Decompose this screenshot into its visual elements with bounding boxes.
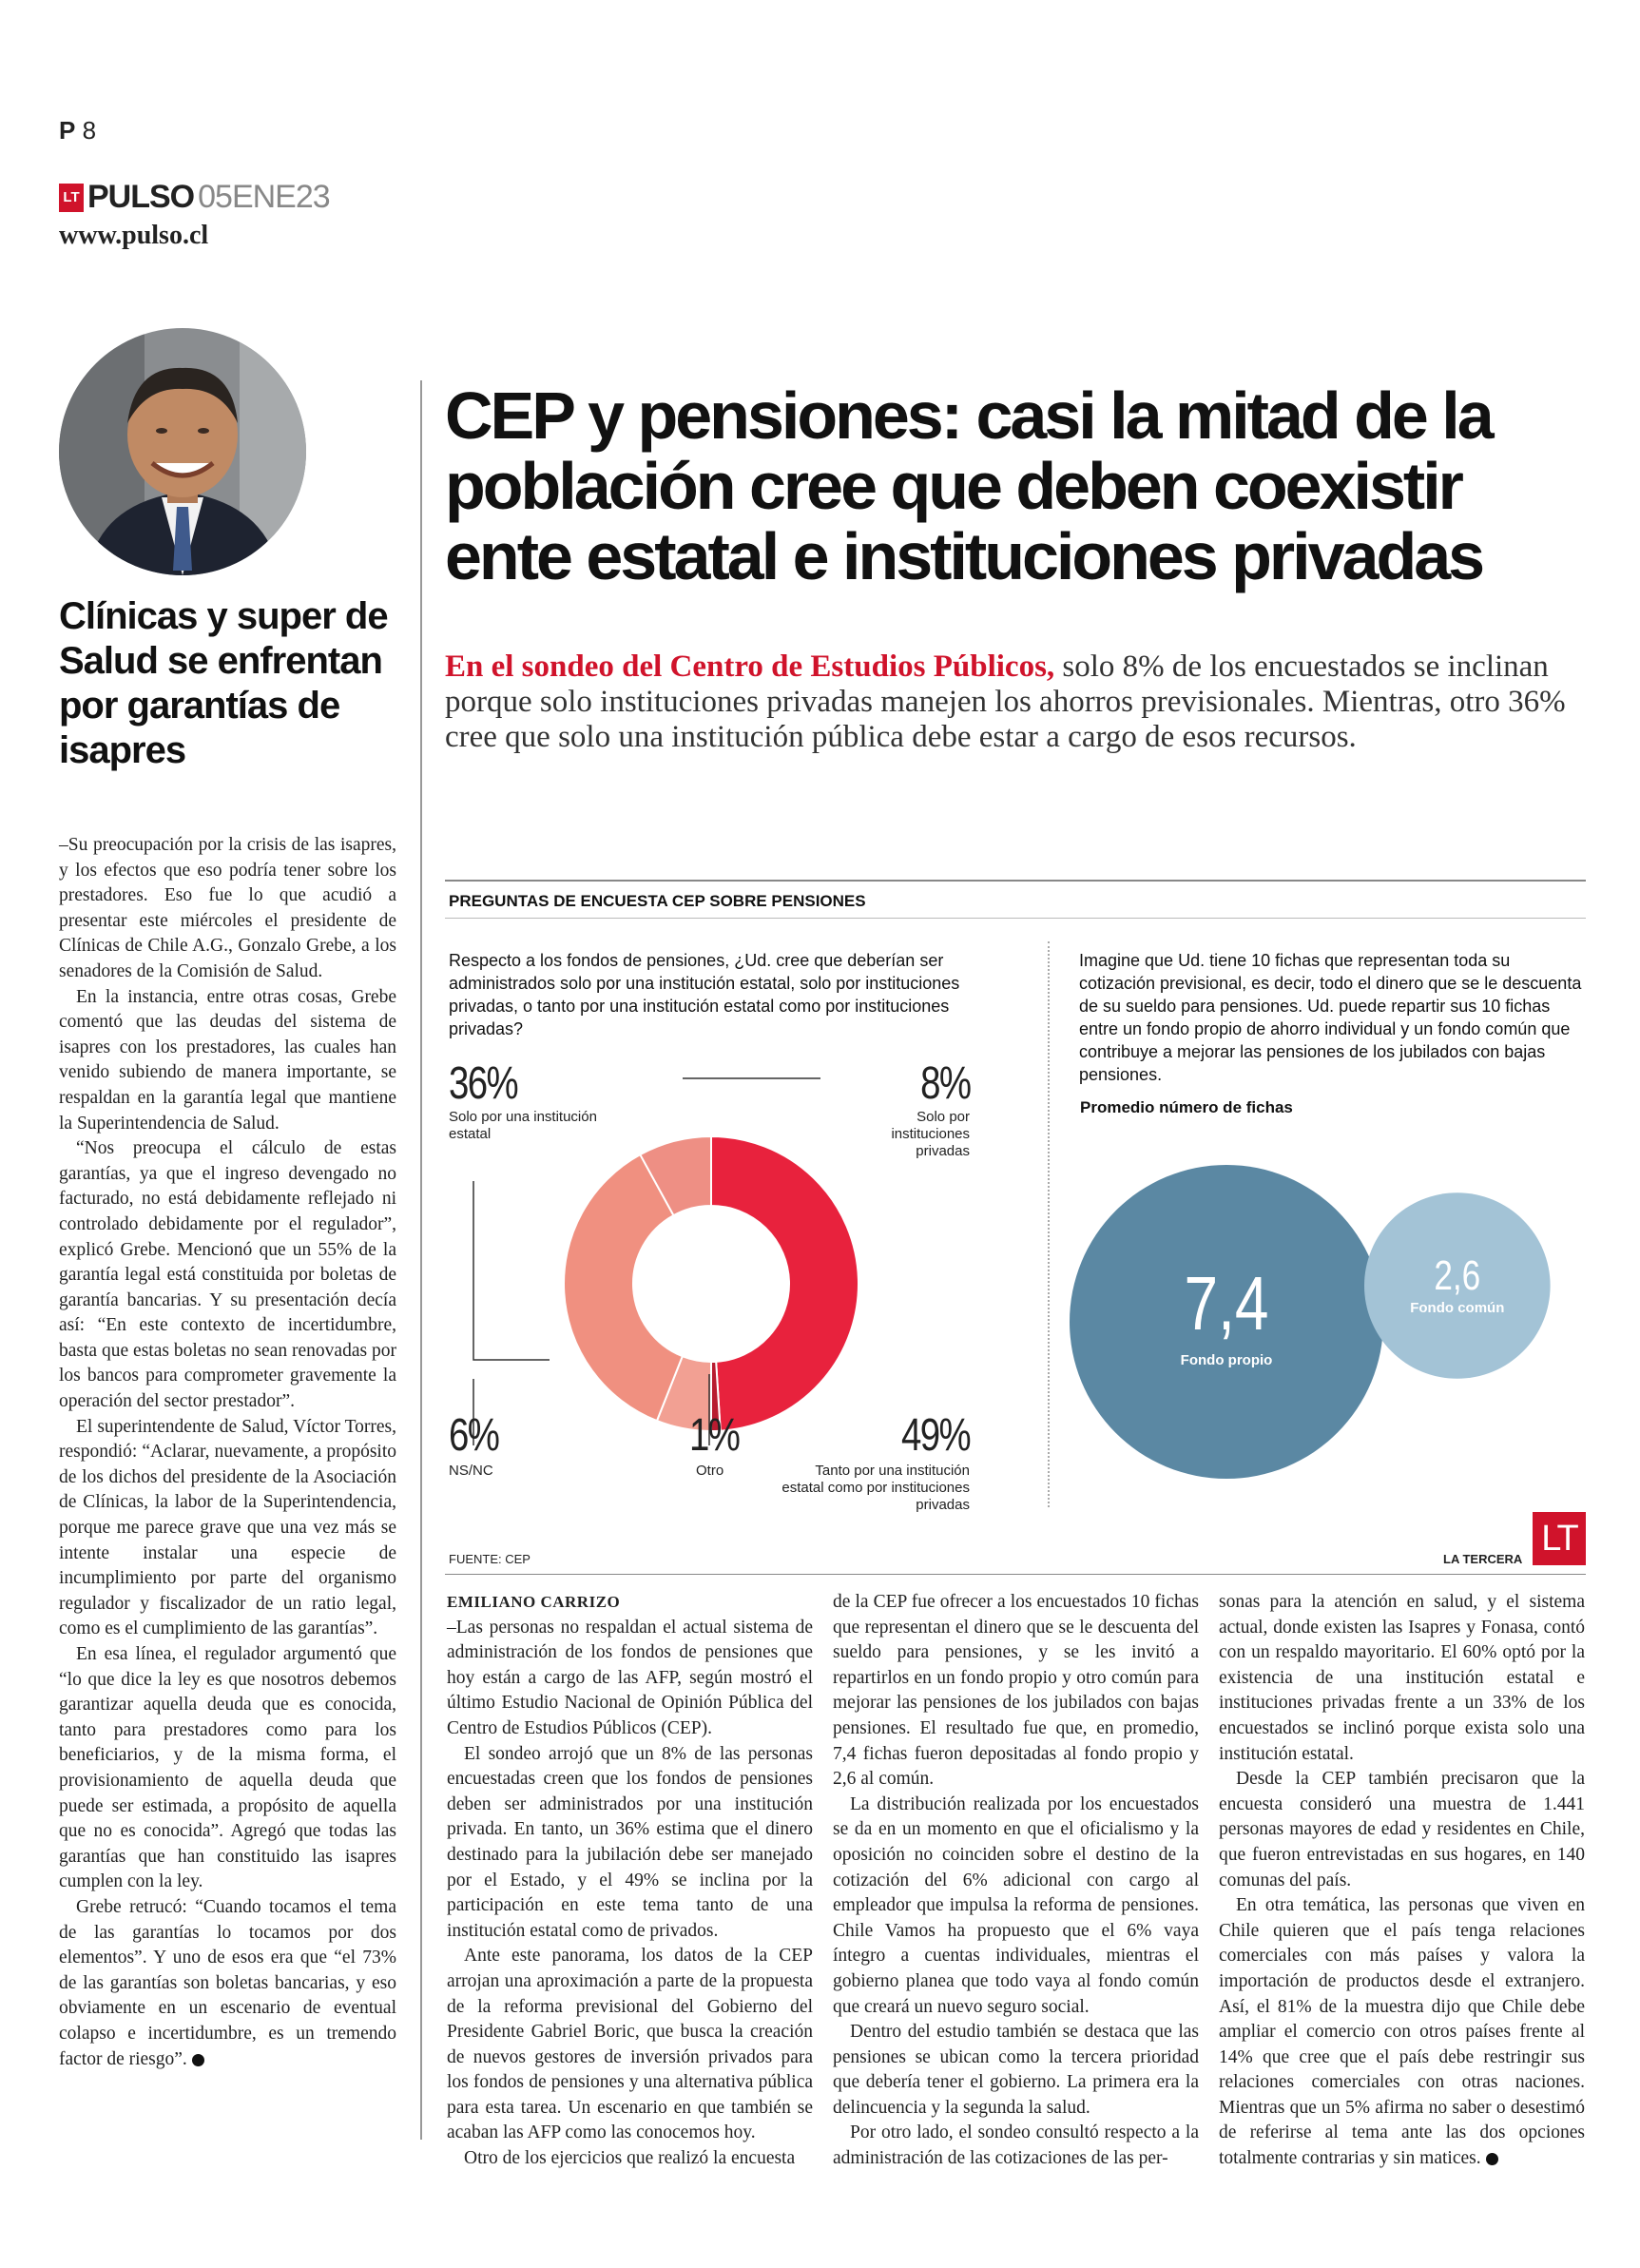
slice-label-estatal-value: 36% [449,1058,518,1109]
graphic-bottom-rule [445,1574,1586,1575]
article-paragraph: En otra temática, las personas que viven en Chile quieren que el país tenga relaciones comerciales con más países y valora la importación de productos desde el extranjero. Así, el 81% de la muestra dijo que Chile debe ampliar el comercio con otros países frente al 14% que cree que el país debe restringir sus relaciones comerciales con otras naciones. Mientras que un 5% afirma no saber o desestimó de referirse al tema ante las dos opciones totalmente contrarias y sin matices. P [1219,1895,1585,2169]
deck [445,649,1586,755]
sidebar-paragraph: El superintendente de Salud, Víctor Torres, respondió: “Aclarar, nuevamente, a propósito de los dichos del presidente de la Asociación de Clínicas, la labor de la Superintendencia, porque me parece grave que una vez más se intente instalar una especie de incumplimiento por parte del organismo regulador y fiscalizador de un ratio legal, como es el cumplimiento de las garantías”. [59,1416,396,1639]
sidebar-paragraph: “Nos preocupa el cálculo de estas garantías, ya que el ingreso devengado no facturado, no está debidamente reflejado ni controlado debidamente por el regulador”, explicó Grebe. Mencionó que un 55% de la garantía legal está constituida por boletas de garantía bancarias. Y su presentación decía así: “En este contexto de incertidumbre, basta que estas boletas no sean renovadas por los bancos para comprometer gravemente la operación del sector prestador”. [59,1138,396,1412]
donut-slice-0 [711,1136,859,1431]
sidebar-paragraph: En la instancia, entre otras cosas, Grebe comentó que las deudas del sistema de isapres con los prestadores, las cuales han venido subiendo de manera importante, se respaldan en la garantía legal que mantiene la Superintendencia de Salud. [59,986,396,1134]
masthead-date: 05ENE23 [198,179,330,215]
article-paragraph: de la CEP fue ofrecer a los encuestados 10 fichas que representan el dinero que se le descuenta del sueldo para pensiones, y se les invitó a repartirlos en un fondo propio y otro común para mejorar las pensiones de los jubilados con bajas pensiones. El resultado fue que, en promedio, 7,4 fichas fueron depositadas al fondo propio y 2,6 al común. [833,1592,1199,1790]
slice-label-privadas-value: 8% [919,1058,970,1109]
article-column-3 [1219,1590,1585,2172]
graphic-divider [1048,941,1050,1507]
question-2: Imagine que Ud. tiene 10 fichas que representan toda su cotización previsional, es decir, todo el dinero que se le descuenta de su sueldo para pensiones. Ud. puede repartir sus 10 fichas entre un fondo propio de ahorro individual y un fondo común que contribuye a mejorar las pensiones de los jubilados con bajas pensiones. [1079,951,1582,1084]
article-column-2 [833,1590,1199,2172]
bubble-chart-title: Promedio número de fichas [1080,1098,1293,1116]
source-note: FUENTE: CEP [449,1552,531,1566]
lt-badge: LT [59,184,84,212]
article-paragraph: La distribución realizada por los encuestados se da en un momento en que el oficialismo y la oposición no coinciden sobre el destino de la cotización del 6% adicional con cargo al empleador que impulsa la reforma de pensiones. Chile Vamos ha propuesto que el 6% vaya íntegro a cuentas individuales, mientras el gobierno planea que todo vaya al fondo común que creará un nuevo seguro social. [833,1793,1199,2017]
deck-lead: En el sondeo del Centro de Estudios Públicos, [445,649,1055,684]
byline: EMILIANO CARRIZO [447,1593,621,1611]
slice-label-nsnc: NS/NC [449,1463,493,1479]
slice-label-ambos: Tanto por una institución estatal como por instituciones privadas [781,1463,970,1513]
headline: CEP y pensiones: casi la mitad de la población cree que deben coexistir ente estatal e instituciones privadas [445,378,1492,593]
graphic-title-rule [445,918,1586,919]
la-tercera-logo: LT [1533,1512,1586,1565]
article-paragraph: sonas para la atención en salud, y el sistema actual, donde existen las Isapres y Fonasa, contó con un respaldo mayoritario. El 60% optó por la existencia de una institución estatal e instituciones privadas frente a un 33% de los encuestados se inclinó porque exista solo una institución estatal. [1219,1592,1585,1764]
page-number: P 8 [59,116,97,145]
article-paragraph: El sondeo arrojó que un 8% de las personas encuestadas creen que los fondos de pensiones deben ser administrados por una institución privada. En tanto, un 36% estima que el dinero destinado para la jubilación debe ser manejado por el Estado, y el 49% se inclina por la participación en este tema tanto de una institución estatal como de privados. [447,1743,813,1941]
column-divider [420,380,422,2140]
slice-label-otro-value: 1% [689,1410,740,1461]
article-paragraph: Ante este panorama, los datos de la CEP arrojan una aproximación a parte de la propuesta de la reforma previsional del Gobierno del Presidente Gabriel Boric, que busca la creación de nuevos gestores de inversión privados para los fondos de pensiones y una alternativa pública para esta tarea. Un escenario en que también se acaban las AFP como las conocemos hoy. [447,1946,813,2143]
sidebar-body [59,833,396,2072]
article-paragraph: Otro de los ejercicios que realizó la encuesta [464,2148,796,2169]
article-paragraph: Por otro lado, el sondeo consultó respecto a la administración de las cotizaciones de las per- [833,2123,1199,2169]
slice-label-otro: Otro [696,1463,724,1479]
masthead [59,179,330,216]
sidebar-paragraph: –Su preocupación por la crisis de las isapres, y los efectos que eso podría tener sobre los prestadores. Eso fue lo que acudió a presentar este miércoles el presidente de Clínicas de Chile A.G., Gonzalo Grebe, a los senadores de la Comisión de Salud. [59,835,396,981]
end-mark-icon: P [192,2054,204,2066]
question-1: Respecto a los fondos de pensiones, ¿Ud. cree que deberían ser administrados solo por una institución estatal, solo por instituciones privadas, o tanto por una institución estatal como por instituciones privadas? [449,951,960,1038]
article-paragraph: Desde la CEP también precisaron que la encuesta consideró una muestra de 1.441 personas mayores de edad y residentes en Chile, que fueron entrevistadas en sus hogares, en 140 comunas del país. [1219,1769,1585,1890]
bubble-value-0: 7,4 [1184,1261,1269,1347]
article-paragraph: Dentro del estudio también se destaca que las pensiones se ubican como la tercera prioridad que debería tener el gobierno. La primera era la delincuencia y la segunda la salud. [833,2022,1199,2118]
slice-label-privadas: Solo por instituciones privadas [891,1109,970,1159]
site-url[interactable]: www.pulso.cl [59,221,209,250]
deck-text: solo 8% de los encuestados se inclinan porque solo instituciones privadas manejen los ahorros previsionales. Mientras, otro 36% cree que solo una institución pública debe estar a cargo de esos recursos. [445,649,1566,754]
graphic-title: PREGUNTAS DE ENCUESTA CEP SOBRE PENSIONES [449,892,866,910]
slice-label-ambos-value: 49% [900,1410,970,1461]
slice-label-nsnc-value: 6% [449,1410,499,1461]
bubble-label-1: Fondo común [1410,1300,1505,1316]
sidebar-paragraph: En esa línea, el regulador argumentó que “lo que dice la ley es que nosotros debemos garantizar aquella deuda que es conocida, tanto para prestadores como para los beneficiarios, y de la misma forma, el provisionamiento de aquella deuda que puede ser estimada, a propósito de aquella que no es conocida”. Agregó que todas las garantías que han constituido las isapres cumplen con la ley. [59,1644,396,1892]
masthead-name: PULSO [87,179,195,215]
credit-text: LA TERCERA [1443,1552,1523,1566]
end-mark-icon: P [1486,2153,1498,2165]
slice-label-estatal: Solo por una institución estatal [449,1109,597,1142]
article-column-1 [447,1590,813,2172]
bubble-chart [1065,1132,1586,1512]
bubble-value-1: 2,6 [1434,1252,1481,1299]
sidebar-title: Clínicas y super de Salud se enfrentan por garantías de isapres [59,595,388,771]
bubble-label-0: Fondo propio [1180,1352,1273,1368]
article-paragraph: –Las personas no respaldan el actual sistema de administración de los fondos de pensiones que hoy están a cargo de las AFP, según mostró el último Estudio Nacional de Opinión Pública del Centro de Estudios Públicos (CEP). [447,1617,813,1738]
portrait-photo [59,328,306,575]
sidebar-paragraph: Grebe retrucó: “Cuando tocamos el tema de las garantías lo tocamos por dos elementos”. Y uno de esos era que “el 73% de las garantías son boletas bancarias, y eso obviamente en un escenario de eventual colapso e incertidumbre, es un tremendo factor de riesgo”. P [59,1896,396,2069]
graphic-top-rule [445,880,1586,882]
